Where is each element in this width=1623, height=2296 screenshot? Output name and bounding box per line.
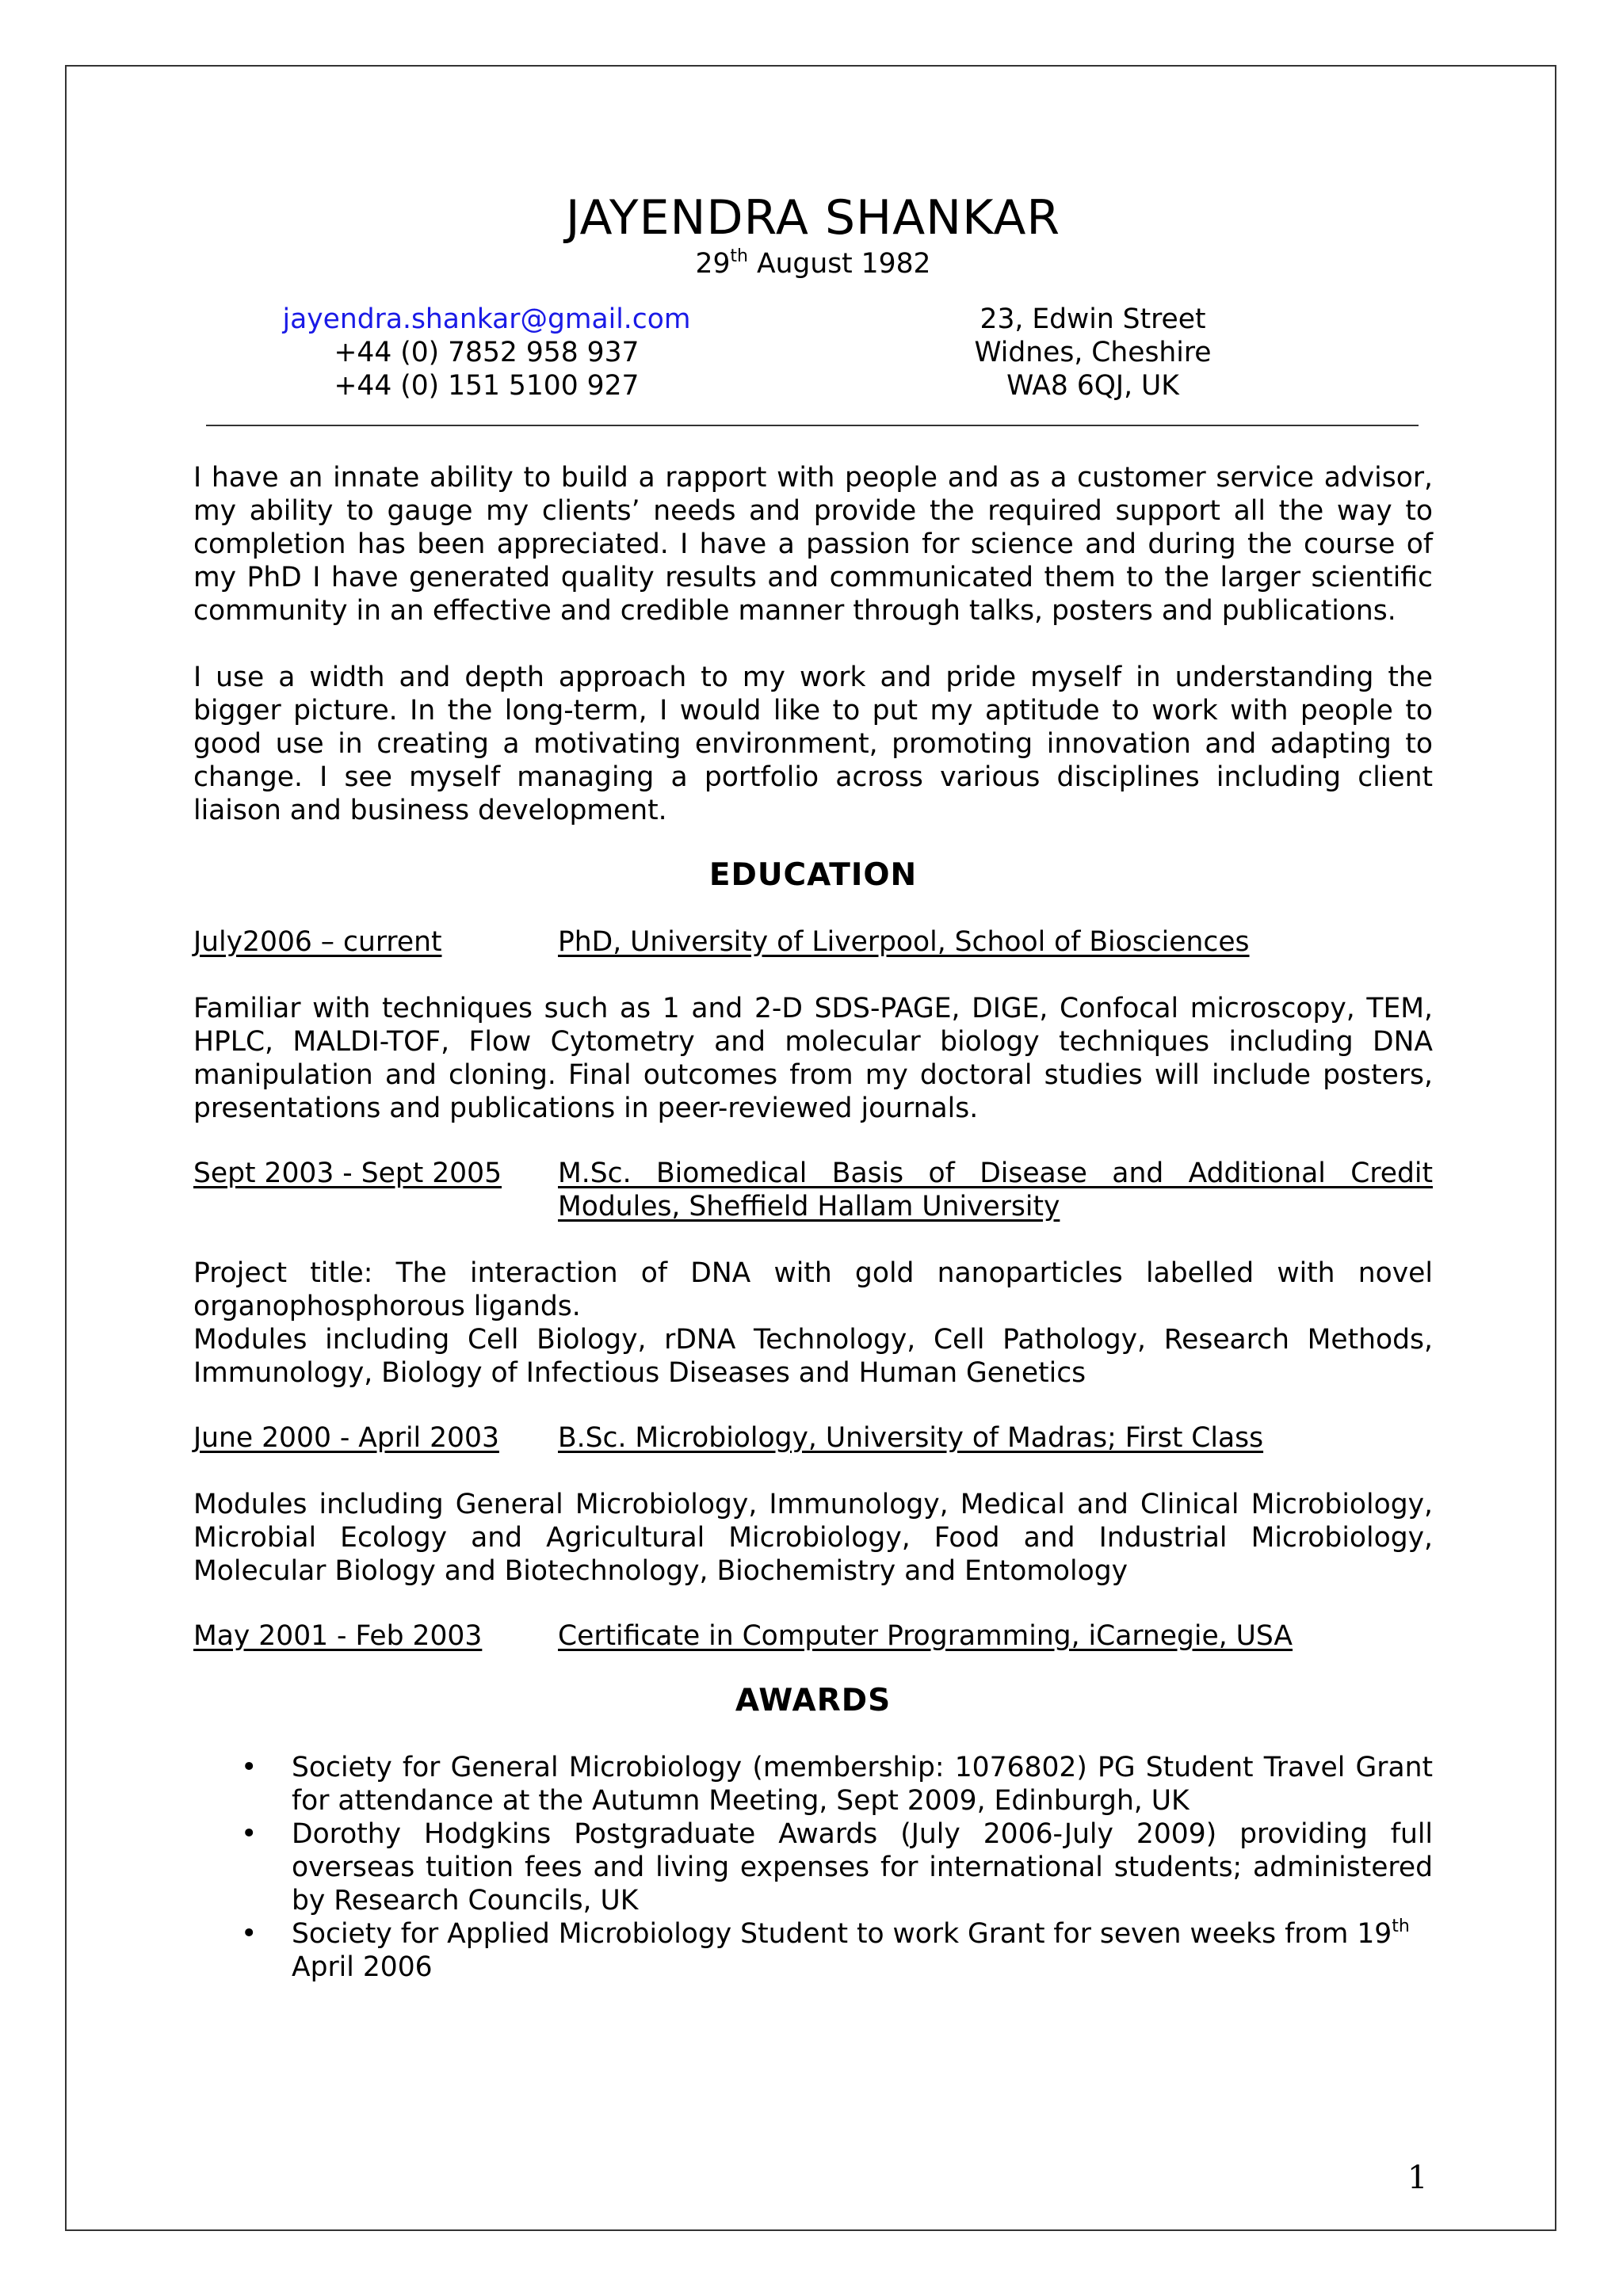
dob-rest: August 1982 [748, 248, 931, 280]
entry-title [558, 925, 1433, 959]
education-heading: EDUCATION [708, 857, 918, 893]
award-text-end: April 2006 [292, 1951, 433, 1983]
header-divider [206, 425, 1419, 426]
dob-suffix: th [730, 246, 748, 266]
entry-date [193, 925, 558, 959]
entry-title-text: Certificate in Computer Programming, iCarnegie, USA [558, 1620, 1293, 1652]
candidate-name: JAYENDRA SHANKAR [565, 190, 1061, 246]
address-block [835, 303, 1350, 402]
entry-date [193, 1421, 558, 1455]
bullet-icon: • [241, 1918, 258, 1950]
entry-details: Modules including General Microbiology, Immunology, Medical and Clinical Microbiology, Microbial Ecology and Agricultural Microbiology, Food and Industrial Microbiology, Molecular Biology and Biotechnology, Biochemistry and Entomology [193, 1489, 1433, 1587]
summary-paragraph-2: I use a width and depth approach to my work and pride myself in understanding the bigger picture. In the long-term, I would like to put my aptitude to work with people to good use in creating a motivating environment, promoting innovation and adapting to change. I see myself managing a portfolio across various disciplines including client liaison and business development. [193, 662, 1433, 826]
phone-landline: +44 (0) 151 5100 927 [334, 370, 640, 402]
list-item [193, 1817, 1433, 1917]
summary-paragraph-1: I have an innate ability to build a rapport with people and as a customer service advisor, my ability to gauge my clients’ needs and provide the required support all the way to completion has been appreciated. I have a passion for science and during the course of my PhD I have generated quality results and communicated them to the larger scientific community in an effective and credible manner through talks, posters and publications. [193, 462, 1433, 627]
entry-details-modules: Modules including Cell Biology, rDNA Technology, Cell Pathology, Research Methods, Immunology, Biology of Infectious Diseases and Human Genetics [193, 1324, 1433, 1389]
education-entry-msc [193, 1157, 1433, 1223]
email-link[interactable]: jayendra.shankar@gmail.com [282, 303, 691, 335]
entry-details: Project title: The interaction of DNA with gold nanoparticles labelled with novel organophosphorous ligands. [193, 1257, 1433, 1322]
list-item [193, 1917, 1433, 1984]
entry-title [558, 1619, 1433, 1653]
entry-date-text: July2006 – current [193, 926, 442, 958]
entry-title-text: PhD, University of Liverpool, School of Biosciences [558, 926, 1250, 958]
dob-day: 29 [695, 248, 731, 280]
award-text: Society for Applied Microbiology Student to work Grant for seven weeks from 19 [292, 1918, 1392, 1950]
education-entry-phd [193, 925, 1433, 959]
bullet-icon: • [241, 1818, 258, 1850]
entry-details: Familiar with techniques such as 1 and 2-D SDS-PAGE, DIGE, Confocal microscopy, TEM, HPLC, MALDI-TOF, Flow Cytometry and molecular biology techniques including DNA manipulation and cloning. Final outcomes from my doctoral studies will include posters, presentations and publications in peer-reviewed journals. [193, 993, 1433, 1124]
entry-date [193, 1619, 558, 1653]
bullet-icon: • [241, 1752, 258, 1783]
award-date-suffix: th [1392, 1917, 1410, 1936]
resume-content [193, 190, 1433, 1984]
awards-heading: AWARDS [735, 1683, 892, 1718]
award-text: Dorothy Hodgkins Postgraduate Awards (July 2006-July 2009) providing full overseas tuition fees and living expenses for international students; administered by Research Councils, UK [292, 1818, 1433, 1917]
phone-mobile: +44 (0) 7852 958 937 [334, 337, 640, 368]
page-number: 1 [1407, 2160, 1428, 2196]
address-line-2: Widnes, Cheshire [974, 337, 1212, 368]
awards-list [193, 1751, 1433, 1984]
date-of-birth [193, 247, 1433, 280]
entry-title [558, 1157, 1433, 1223]
entry-date-text: June 2000 - April 2003 [193, 1422, 499, 1454]
address-line-1: 23, Edwin Street [980, 303, 1206, 335]
entry-title-text: M.Sc. Biomedical Basis of Disease and Additional Credit Modules, Sheffield Hallam University [558, 1158, 1433, 1222]
award-text: Society for General Microbiology (membership: 1076802) PG Student Travel Grant for attendance at the Autumn Meeting, Sept 2009, Edinburgh, UK [292, 1752, 1433, 1817]
education-entry-bsc [193, 1421, 1433, 1455]
entry-title-text: B.Sc. Microbiology, University of Madras; First Class [558, 1422, 1264, 1454]
contact-block [193, 303, 1433, 402]
entry-date-text: May 2001 - Feb 2003 [193, 1620, 483, 1652]
contact-left [193, 303, 780, 402]
entry-date-text: Sept 2003 - Sept 2005 [193, 1158, 502, 1189]
entry-date [193, 1157, 558, 1223]
address-line-3: WA8 6QJ, UK [1006, 370, 1179, 402]
entry-title [558, 1421, 1433, 1455]
education-entry-certificate [193, 1619, 1433, 1653]
list-item [193, 1751, 1433, 1817]
